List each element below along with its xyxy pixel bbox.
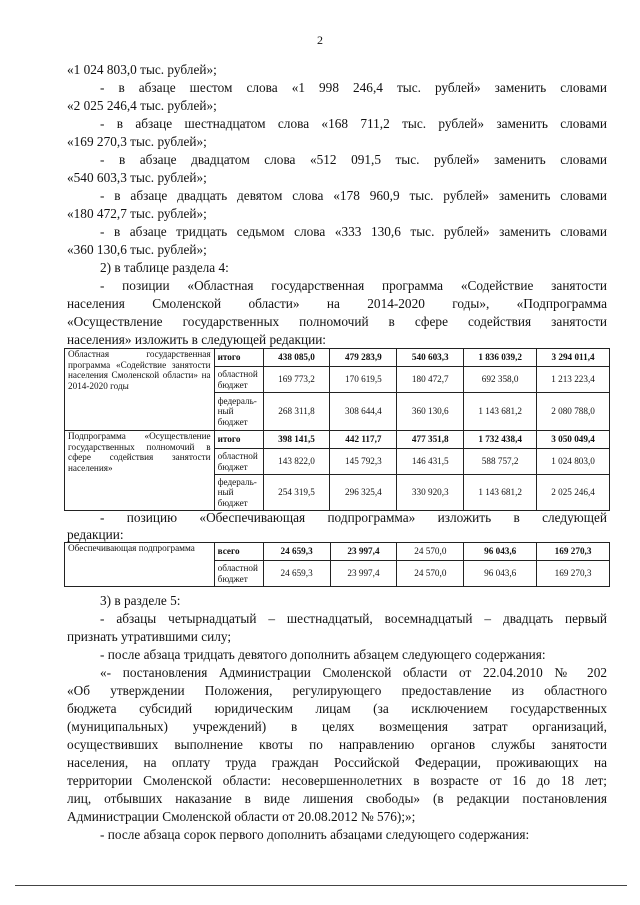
text-line: населения» изложить в следующей редакции: [67,332,327,347]
value-cell: 23 997,4 [330,543,397,561]
subprogram-table [64,542,610,587]
text-line: признать утратившими силу; [67,629,232,644]
row-label: областной бюджет [214,561,263,587]
text-line: - абзацы четырнадцатый – шестнадцатый, восемнадцатый – двадцать первый [100,611,607,626]
row-label: всего [214,543,263,561]
value-cell: 2 080 788,0 [537,393,610,431]
value-cell: 360 130,6 [397,393,464,431]
value-cell: 1 836 039,2 [464,349,537,367]
text-line: 2) в таблице раздела 4: [100,260,229,275]
text-line: «Осуществление государственных полномочий в сфере содействия занятости [67,314,607,329]
footer-divider [15,885,627,886]
value-cell: 254 319,5 [263,475,330,511]
value-cell: 24 659,3 [263,543,330,561]
text-line: - позицию «Обеспечивающая подпрограмма» изложить в следующей [100,510,607,525]
text-line: - в абзаце шестнадцатом слова «168 711,2 тыс. рублей» заменить словами [100,116,607,131]
text-line: «180 472,7 тыс. рублей»; [67,206,207,221]
text-line: осуществивших выполнение квоты по направлению органов службы занятости [67,737,607,752]
text-line: населения, на оплату труда граждан Российской Федерации, проживающих на [67,755,607,770]
text-line: «360 130,6 тыс. рублей»; [67,242,207,257]
row-label: областной бюджет [214,367,263,393]
value-cell: 143 822,0 [263,449,330,475]
program-name-cell: Областная государственная программа «Содействие занятости населения Смоленской области» на 2014-2020 годы [65,349,215,431]
text-line: (муниципальных) учреждений) в целях возмещения затрат организаций, [67,719,607,734]
value-cell: 540 603,3 [397,349,464,367]
text-line: «2 025 246,4 тыс. рублей»; [67,98,217,113]
value-cell: 442 117,7 [330,431,397,449]
text-line: населения Смоленской области» на 2014-2020 годы», «Подпрограмма [67,296,607,311]
value-cell: 24 570,0 [397,561,464,587]
value-cell: 296 325,4 [330,475,397,511]
value-cell: 1 143 681,2 [464,475,537,511]
value-cell: 24 659,3 [263,561,330,587]
budget-table [64,348,610,511]
value-cell: 398 141,5 [263,431,330,449]
value-cell: 1 143 681,2 [464,393,537,431]
text-line: «540 603,3 тыс. рублей»; [67,170,207,185]
value-cell: 692 358,0 [464,367,537,393]
value-cell: 479 283,9 [330,349,397,367]
row-label: итого [214,349,263,367]
row-label: федераль-ный бюджет [214,475,263,511]
value-cell: 170 619,5 [330,367,397,393]
table-row [65,543,610,561]
table-row [65,349,610,367]
text-line: редакции: [67,527,124,542]
text-line: «- постановления Администрации Смоленской области от 22.04.2010 № 202 [100,665,607,680]
text-line: Администрации Смоленской области от 20.08.2012 № 576);»; [67,809,416,824]
value-cell: 23 997,4 [330,561,397,587]
value-cell: 169 270,3 [537,543,610,561]
value-cell: 169 773,2 [263,367,330,393]
text-line: - в абзаце тридцать седьмом слова «333 130,6 тыс. рублей» заменить словами [100,224,607,239]
value-cell: 438 085,0 [263,349,330,367]
value-cell: 3 050 049,4 [537,431,610,449]
text-line: лиц, отбывших наказание в виде лишения свободы» (в редакции постановления [67,791,607,806]
value-cell: 1 732 438,4 [464,431,537,449]
table-row [65,431,610,449]
text-line: - позиции «Областная государственная программа «Содействие занятости [100,278,607,293]
value-cell: 477 351,8 [397,431,464,449]
value-cell: 169 270,3 [537,561,610,587]
value-cell: 145 792,3 [330,449,397,475]
text-line: 3) в разделе 5: [100,593,181,608]
row-label: областной бюджет [214,449,263,475]
value-cell: 308 644,4 [330,393,397,431]
value-cell: 146 431,5 [397,449,464,475]
text-line: «Об утверждении Положения, регулирующего предоставление из областного [67,683,607,698]
text-line: «1 024 803,0 тыс. рублей»; [67,62,217,77]
value-cell: 268 311,8 [263,393,330,431]
value-cell: 1 024 803,0 [537,449,610,475]
value-cell: 588 757,2 [464,449,537,475]
text-line: - в абзаце двадцать девятом слова «178 960,9 тыс. рублей» заменить словами [100,188,607,203]
page-number: 2 [317,33,323,47]
value-cell: 330 920,3 [397,475,464,511]
text-line: территории Смоленской области: несовершеннолетних в возрасте от 16 до 18 лет; [67,773,607,788]
subprogram-name-cell: Подпрограмма «Осуществление государственных полномочий в сфере содействия занятости населения» [65,431,215,511]
text-line: - в абзаце шестом слова «1 998 246,4 тыс. рублей» заменить словами [100,80,607,95]
value-cell: 96 043,6 [464,561,537,587]
value-cell: 180 472,7 [397,367,464,393]
value-cell: 3 294 011,4 [537,349,610,367]
text-line: - после абзаца сорок первого дополнить абзацами следующего содержания: [100,827,530,842]
value-cell: 1 213 223,4 [537,367,610,393]
row-label: итого [214,431,263,449]
subprogram-name-cell: Обеспечивающая подпрограмма [65,543,215,587]
text-line: - в абзаце двадцатом слова «512 091,5 тыс. рублей» заменить словами [100,152,607,167]
value-cell: 2 025 246,4 [537,475,610,511]
row-label: федераль-ный бюджет [214,393,263,431]
text-line: бюджета субсидий юридическим лицам (за исключением государственных [67,701,607,716]
text-line: - после абзаца тридцать девятого дополнить абзацем следующего содержания: [100,647,546,662]
text-line: «169 270,3 тыс. рублей»; [67,134,207,149]
value-cell: 24 570,0 [397,543,464,561]
value-cell: 96 043,6 [464,543,537,561]
